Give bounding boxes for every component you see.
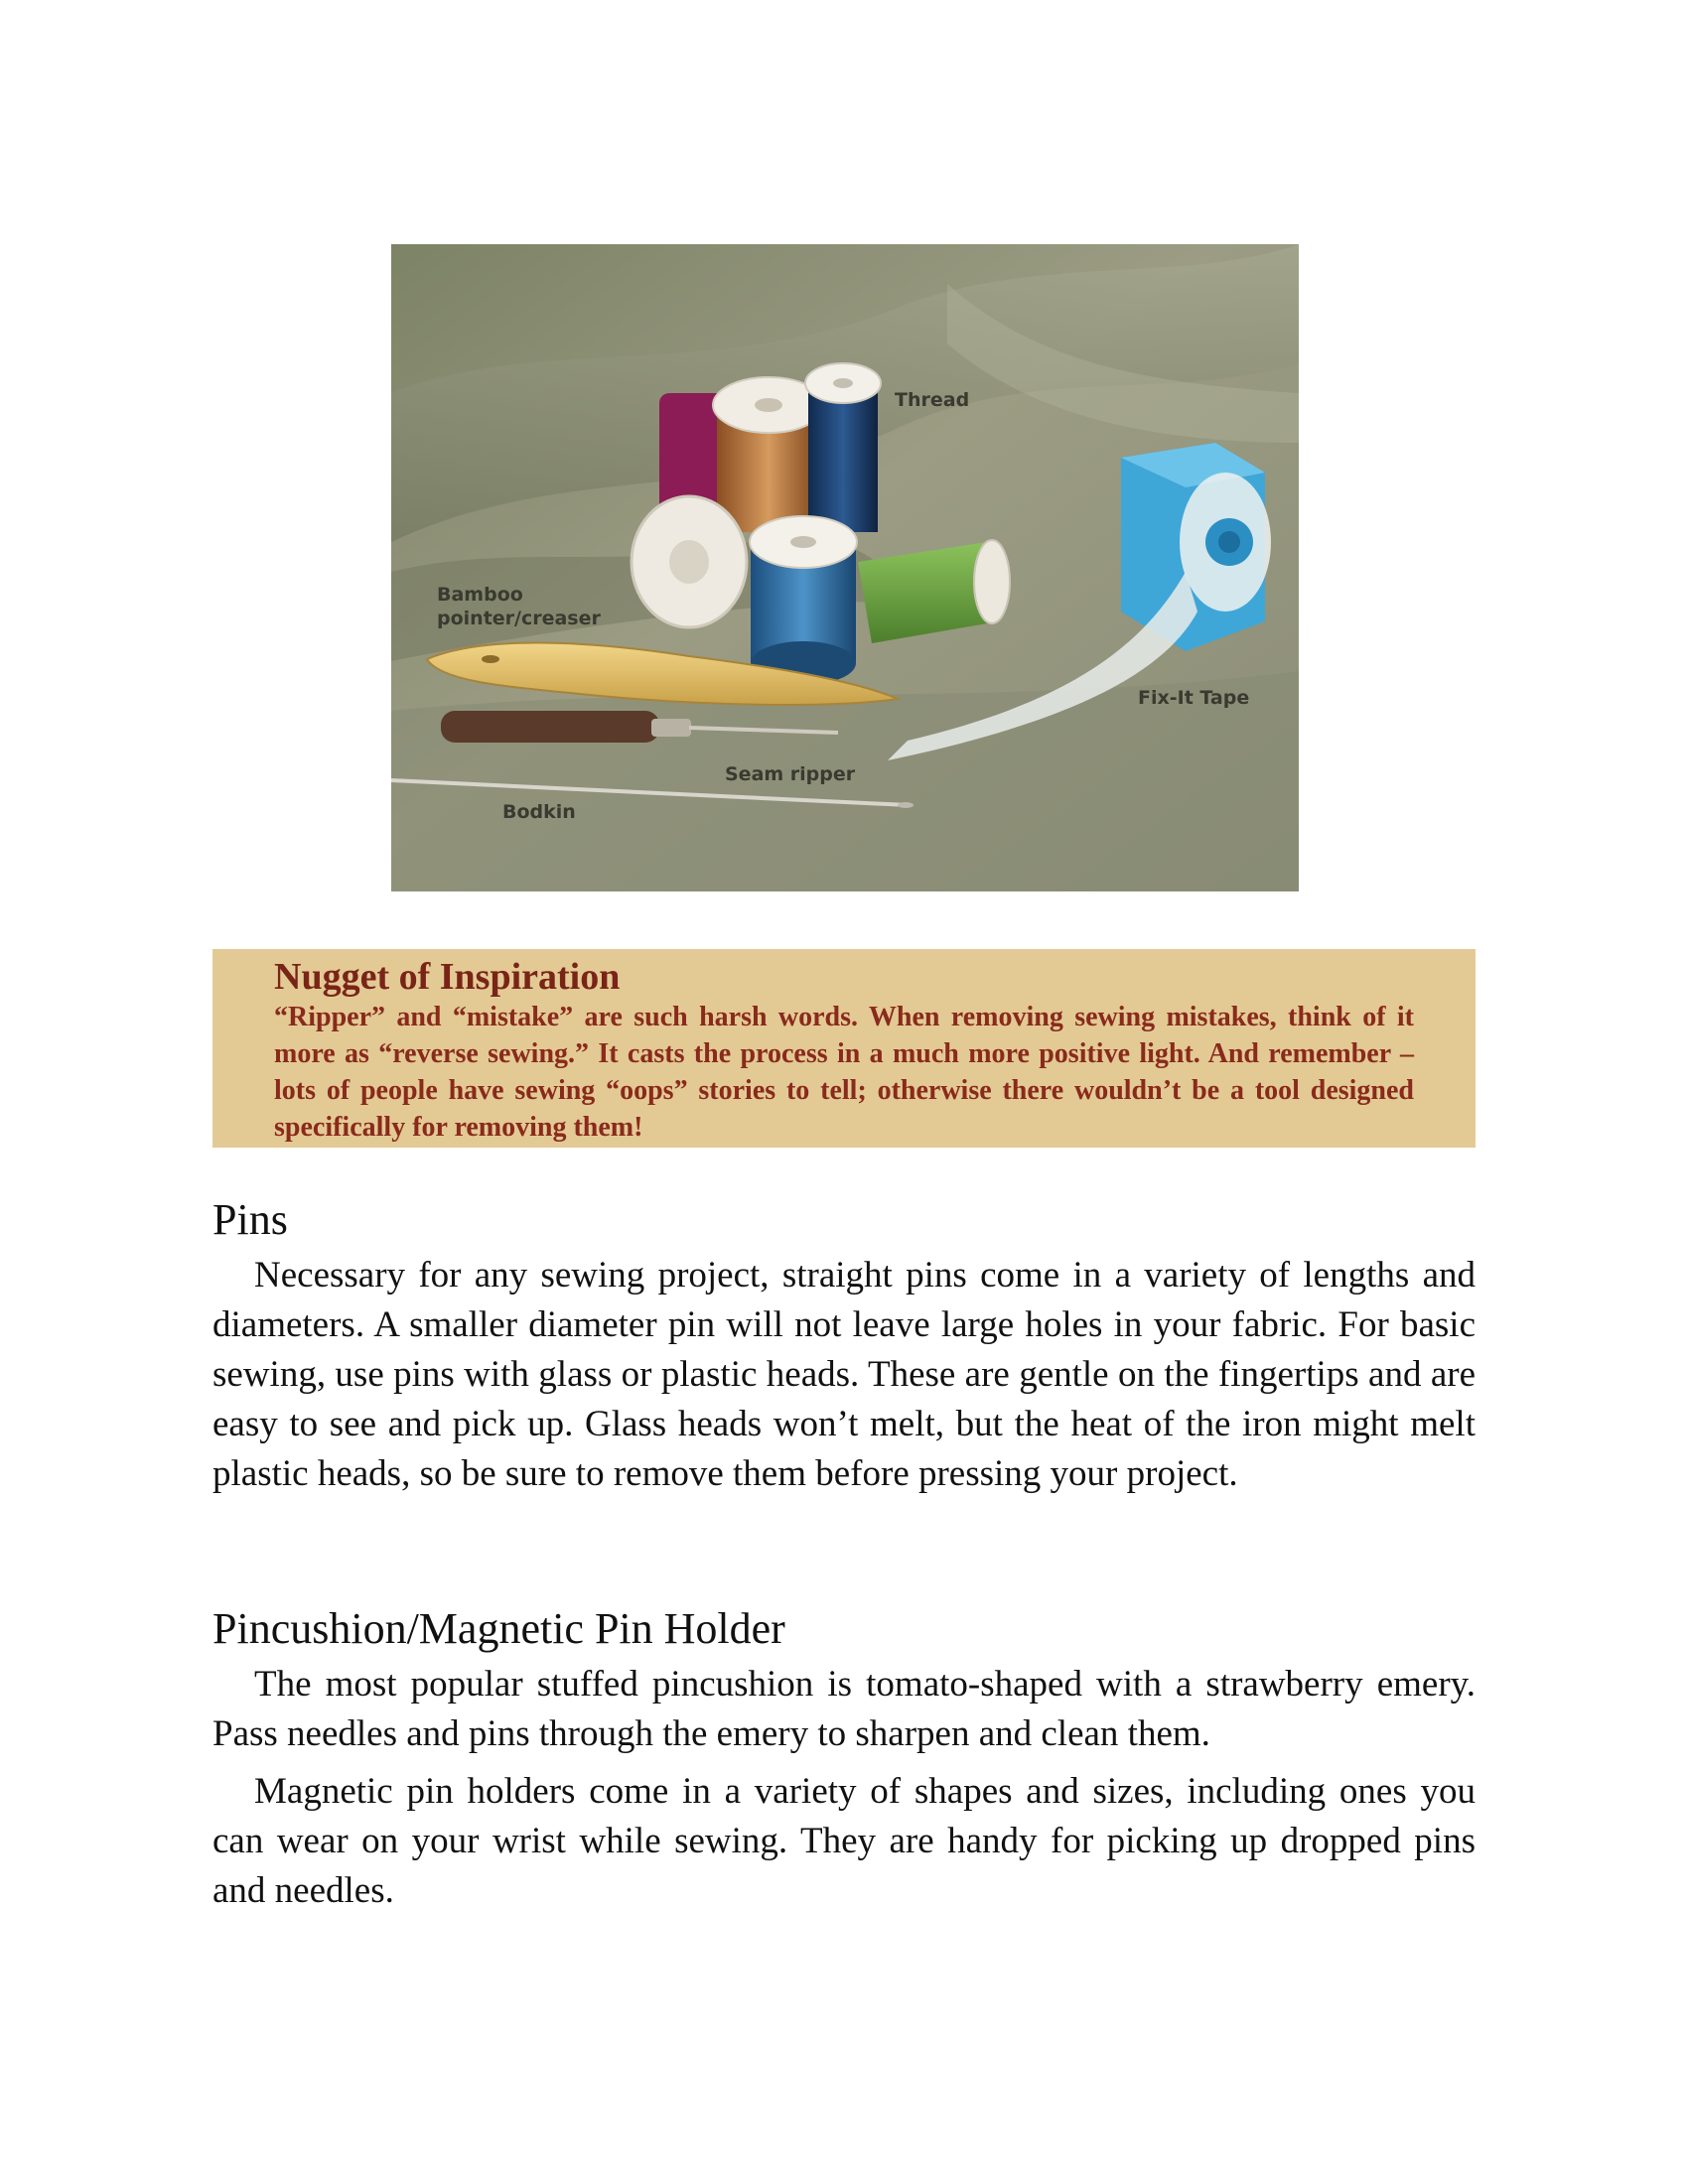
pins-section (212, 1193, 1476, 1507)
pincushion-heading: Pincushion/Magnetic Pin Holder (212, 1604, 785, 1653)
seam-ripper-label: Seam ripper (725, 763, 856, 785)
bodkin-label: Bodkin (502, 801, 576, 823)
bamboo-label-line1: Bamboo (437, 584, 523, 606)
thread-label: Thread (895, 389, 970, 411)
nugget-of-inspiration-box (212, 949, 1476, 1148)
sewing-notions-photo (391, 244, 1299, 891)
pincushion-paragraph-1: The most popular stuffed pincushion is tomato-shaped with a strawberry emery. Pass needles and pins through the emery to sharpen and clean them. (212, 1664, 1476, 1754)
nugget-body: “Ripper” and “mistake” are such harsh words. When removing sewing mistakes, think of it more as “reverse sewing.” It casts the process in a much more positive light. And remember – lots of people have sewing “oops” stories to tell; otherwise there wouldn’t be a tool designed specifically for removing them! (274, 1002, 1414, 1143)
nugget-title: Nugget of Inspiration (274, 956, 621, 998)
pins-paragraph: Necessary for any sewing project, straight pins come in a variety of lengths and diameters. A smaller diameter pin will not leave large holes in your fabric. For basic sewing, use pins with glass or plastic heads. These are gentle on the fingertips and are easy to see and pick up. Glass heads won’t melt, but the heat of the iron might melt plastic heads, so be sure to remove them before pressing your project. (212, 1255, 1476, 1494)
bamboo-label-line2: pointer/creaser (437, 608, 601, 629)
pincushion-section (212, 1602, 1476, 1924)
fix-it-tape-label: Fix-It Tape (1138, 687, 1250, 709)
pincushion-paragraph-2: Magnetic pin holders come in a variety of shapes and sizes, including ones you can wear on your wrist while sewing. They are handy for picking up dropped pins and needles. (212, 1771, 1476, 1911)
pins-heading: Pins (212, 1195, 288, 1244)
